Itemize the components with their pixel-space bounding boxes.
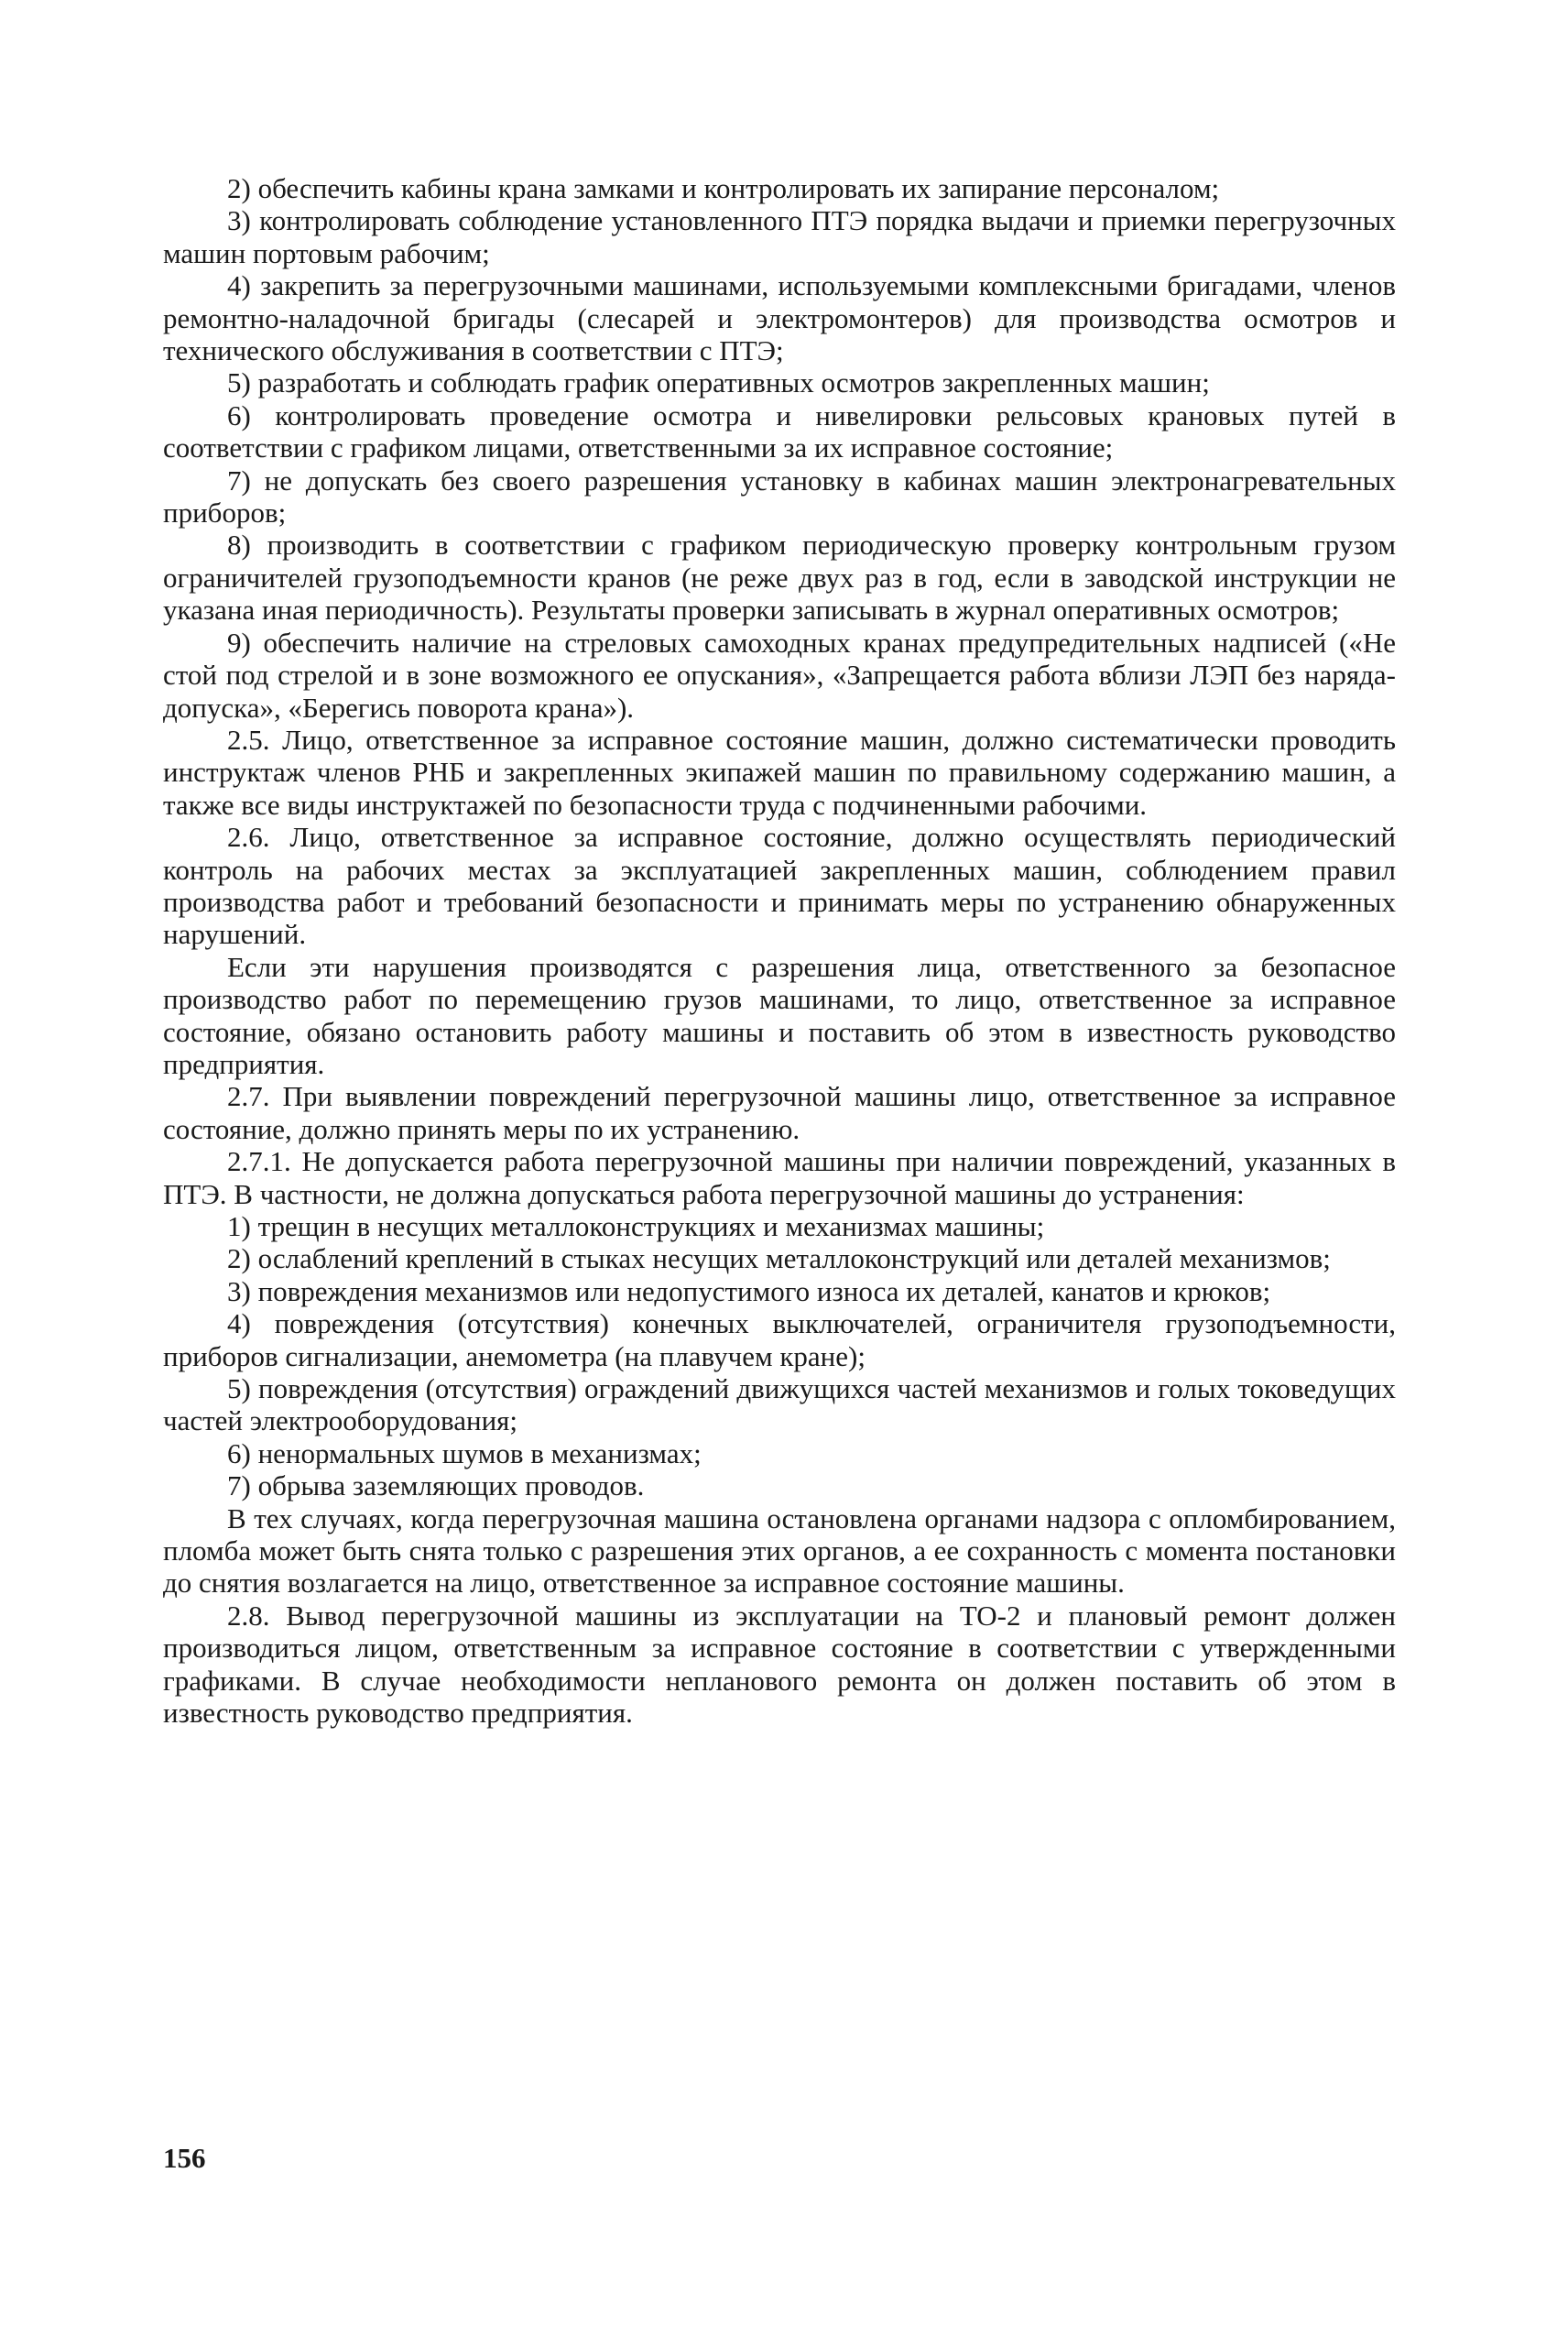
paragraph-defect-7: 7) обрыва заземляющих проводов. xyxy=(227,1469,645,1502)
paragraph-item-8: 8) производить в соответствии с графиком периодическую проверку контрольным грузом ограничителей грузоподъемности кранов (не реже двух раз в год, если в заводской инструкции не указана иная периодичность). Результаты проверки записывать в журнал оперативных осмотров; xyxy=(163,529,1396,627)
paragraph-section-2-8: 2.8. Вывод перегрузочной машины из эксплуатации на ТО-2 и плановый ремонт должен производиться лицом, ответственным за исправное состояние в соответствии с утвержденными графиками. В случае необходимости непланового ремонта он должен поставить об этом в известность руководство предприятия. xyxy=(163,1599,1396,1730)
paragraph-violations: Если эти нарушения производятся с разрешения лица, ответственного за безопасное производство работ по перемещению грузов машинами, то лицо, ответственное за исправное состояние, обязано остановить работу машины и поставить об этом в известность руководство предприятия. xyxy=(163,950,1396,1080)
paragraph-section-2-7: 2.7. При выявлении повреждений перегрузочной машины лицо, ответственное за исправное состояние, должно принять меры по их устранению. xyxy=(163,1080,1396,1145)
paragraph-section-2-7-1: 2.7.1. Не допускается работа перегрузочной машины при наличии повреждений, указанных в ПТЭ. В частности, не должна допускаться работа перегрузочной машины до устранения: xyxy=(163,1145,1396,1210)
paragraph-section-2-6: 2.6. Лицо, ответственное за исправное состояние, должно осуществлять периодический контроль на рабочих местах за эксплуатацией закрепленных машин, соблюдением правил производства работ и требований безопасности и принимать меры по устранению обнаруженных нарушений. xyxy=(163,821,1396,951)
page-number: 156 xyxy=(163,2142,206,2174)
paragraph-defect-2: 2) ослаблений креплений в стыках несущих металлоконструкций или деталей механизмов; xyxy=(227,1242,1331,1275)
paragraph-item-9: 9) обеспечить наличие на стреловых самоходных кранах предупредительных надписей («Не стой под стрелой и в зоне возможного ее опускания», «Запрещается работа вблизи ЛЭП без наряда-допуска», «Берегись поворота крана»). xyxy=(163,626,1396,724)
paragraph-item-3: 3) контролировать соблюдение установленного ПТЭ порядка выдачи и приемки перегрузочных машин портовым рабочим; xyxy=(163,204,1396,269)
page-body xyxy=(163,172,1396,1730)
paragraph-item-7: 7) не допускать без своего разрешения установку в кабинах машин электронагревательных приборов; xyxy=(163,464,1396,530)
paragraph-supervision: В тех случаях, когда перегрузочная машина остановлена органами надзора с опломбированием, пломба может быть снята только с разрешения этих органов, а ее сохранность с момента постановки до снятия возлагается на лицо, ответственное за исправное состояние машины. xyxy=(163,1502,1396,1600)
paragraph-item-6: 6) контролировать проведение осмотра и нивелировки рельсовых крановых путей в соответствии с графиком лицами, ответственными за их исправное состояние; xyxy=(163,399,1396,464)
paragraph-section-2-5: 2.5. Лицо, ответственное за исправное состояние машин, должно систематически проводить инструктаж членов РНБ и закрепленных экипажей машин по правильному содержанию машин, а также все виды инструктажей по безопасности труда с подчиненными рабочими. xyxy=(163,723,1396,821)
paragraph-defect-3: 3) повреждения механизмов или недопустимого износа их деталей, канатов и крюков; xyxy=(227,1274,1271,1307)
paragraph-defect-5: 5) повреждения (отсутствия) ограждений движущихся частей механизмов и голых токоведущих частей электрооборудования; xyxy=(163,1372,1396,1437)
paragraph-defect-1: 1) трещин в несущих металлоконструкциях и механизмах машины; xyxy=(227,1210,1045,1242)
paragraph-item-5: 5) разработать и соблюдать график оперативных осмотров закрепленных машин; xyxy=(227,366,1210,399)
paragraph-item-2: 2) обеспечить кабины крана замками и контролировать их запирание персоналом; xyxy=(227,172,1220,204)
paragraph-item-4: 4) закрепить за перегрузочными машинами, используемыми комплексными бригадами, членов ремонтно-наладочной бригады (слесарей и электромонтеров) для производства осмотров и технического обслуживания в соответствии с ПТЭ; xyxy=(163,269,1396,367)
paragraph-defect-4: 4) повреждения (отсутствия) конечных выключателей, ограничителя грузоподъемности, приборов сигнализации, анемометра (на плавучем кране); xyxy=(163,1307,1396,1372)
paragraph-defect-6: 6) ненормальных шумов в механизмах; xyxy=(227,1436,702,1469)
